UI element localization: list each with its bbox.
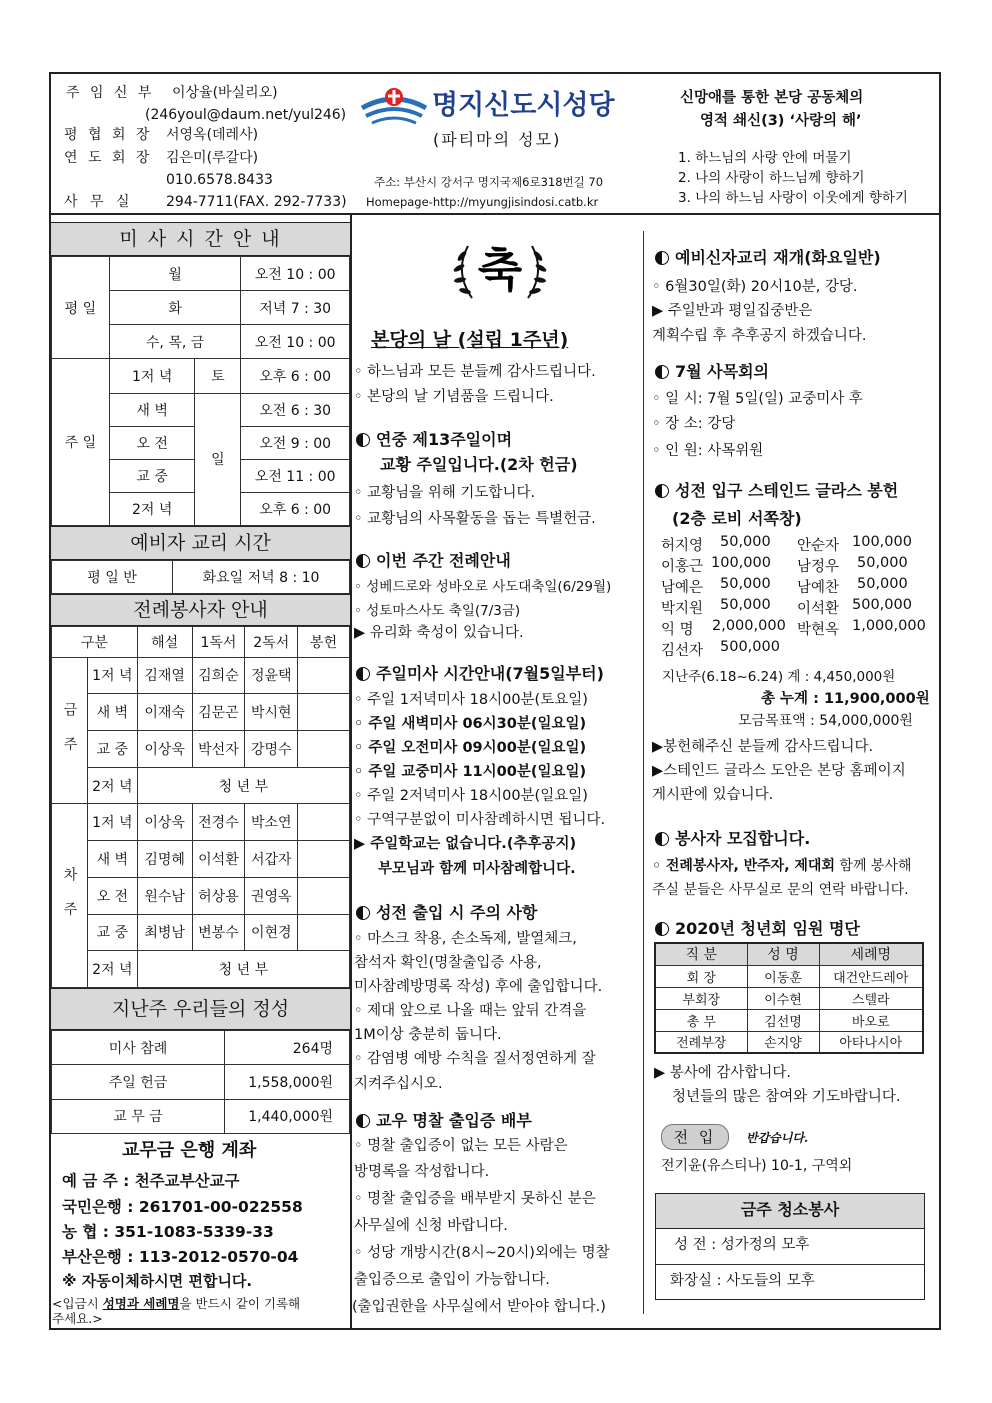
parish-name: 명지신도시성당 — [432, 90, 615, 121]
theme-item-2: 2. 나의 사랑이 하느님께 향하기 — [678, 170, 865, 186]
liturgy-item: ◦ 성토마스사도 축일(7/3금) — [354, 603, 521, 619]
design-note: ▶스테인드 글라스 도안은 본당 홈페이지 — [652, 763, 906, 779]
servers-header: 해설 — [137, 627, 192, 658]
donor-amount: 50,000 — [857, 555, 908, 571]
donor-name: 박현옥 — [797, 622, 840, 638]
name-tag-line: 방명록을 작성합니다. — [354, 1164, 490, 1180]
pastor-label: 주 임 신 부 — [66, 85, 155, 101]
half-circle-icon — [655, 922, 669, 936]
stained-glass-subtitle: (2층 로비 서쪽창) — [672, 509, 802, 528]
homepage — [366, 194, 598, 210]
pope-item: ◦ 교황님을 위해 기도합니다. — [354, 485, 536, 501]
donor-amount: 50,000 — [720, 534, 771, 550]
bank-note-post: 을 반드시 같이 기록해 — [179, 1296, 301, 1311]
parish-patron: (파티마의 성모) — [433, 130, 562, 149]
volunteer-title — [655, 826, 810, 849]
catechumen-table — [51, 560, 350, 594]
donor-name: 김선자 — [661, 643, 704, 659]
half-circle-icon — [356, 554, 370, 568]
name-tag-title — [356, 1108, 532, 1131]
bank-row: 부산은행 : 113-2012-0570-04 — [62, 1248, 299, 1266]
cumulative-total: 총 누계 : 11,900,000원 — [761, 691, 930, 707]
server-youth: 청 년 부 — [137, 951, 349, 988]
mass-times-table — [51, 256, 350, 526]
server-mass: 새 벽 — [87, 694, 137, 731]
server-name — [298, 694, 350, 731]
youth-name: 손지양 — [747, 1031, 819, 1053]
youth-note-2: 청년들의 많은 참여와 기도바랍니다. — [672, 1089, 901, 1105]
youth-baptism: 바오로 — [819, 1009, 923, 1031]
last-week-total: 지난주(6.18~6.24) 계 : 4,450,000원 — [662, 669, 896, 685]
pastor-name: 이상율(바실리오) — [172, 85, 278, 101]
youth-header: 세례명 — [819, 943, 923, 965]
name-tag-line: ◦ 명찰 출입증이 없는 모든 사람은 — [354, 1138, 568, 1154]
entry-caution-title-text: 성전 출입 시 주의 사항 — [376, 903, 538, 922]
youth-role: 부회장 — [655, 987, 747, 1009]
server-name: 허상용 — [192, 877, 245, 914]
bank-note — [52, 1296, 300, 1312]
sunday-13-title-text: 연중 제13주일이며 — [376, 430, 513, 449]
donor-amount: 500,000 — [852, 597, 912, 613]
name-tag-line: ◦ 성당 개방시간(8시~20시)외에는 명찰 — [354, 1245, 610, 1261]
sunday-mass-item: ◦ 주일 새벽미사 06시30분(일요일) — [354, 716, 587, 732]
youth-note: ▶ 봉사에 감사합니다. — [654, 1065, 792, 1081]
volunteer-title-text: 봉사자 모집합니다. — [675, 829, 811, 848]
donor-name: 안순자 — [797, 538, 840, 554]
server-name: 정윤택 — [245, 657, 298, 694]
offering-value: 1,558,000원 — [225, 1065, 350, 1099]
name-tag-title-text: 교우 명찰 출입증 배부 — [376, 1111, 532, 1130]
server-name: 이상욱 — [137, 804, 192, 841]
council-name: 서영옥(데레사) — [166, 127, 259, 143]
youth-officers-title — [655, 916, 860, 939]
donor-amount: 1,000,000 — [852, 618, 926, 634]
pope-item: ◦ 교황님의 사목활동을 돕는 특별헌금. — [354, 511, 596, 527]
cleaning-row: 화장실 : 사도들의 모후 — [670, 1273, 815, 1289]
server-name: 김문곤 — [192, 694, 245, 731]
server-name: 이상욱 — [137, 730, 192, 767]
catechumen-title: 예비자 교리 시간 — [51, 526, 350, 560]
donor-amount: 50,000 — [720, 576, 771, 592]
anniversary-item: ◦ 본당의 날 기념품을 드립니다. — [354, 389, 554, 405]
half-circle-icon — [356, 1114, 370, 1128]
theme-line-1: 신망애를 통한 본당 공동체의 — [680, 90, 864, 106]
sunday-school-note-2: 부모님과 함께 미사참례합니다. — [378, 861, 576, 877]
name-tag-line: 출입증으로 출입이 가능합니다. — [354, 1272, 550, 1288]
celebration-char: 축 — [477, 243, 523, 297]
liturgy-week-title-text: 이번 주간 전례안내 — [376, 551, 511, 570]
entry-caution-line: 지켜주십시오. — [354, 1076, 443, 1092]
donor-amount: 100,000 — [711, 555, 771, 571]
volunteer-line-rest: 함께 봉사해 — [834, 858, 912, 874]
mass-day: 수, 목, 금 — [109, 325, 241, 359]
welcome-script: 반갑습니다. — [746, 1131, 809, 1145]
volunteer-line — [652, 855, 912, 875]
donor-amount: 50,000 — [720, 597, 771, 613]
pope-sunday-title: 교황 주일입니다.(2차 헌금) — [380, 455, 578, 474]
offering-label: 주일 헌금 — [52, 1065, 225, 1099]
server-name: 박시현 — [245, 694, 298, 731]
mass-times-title: 미 사 시 간 안 내 — [51, 222, 350, 256]
federation-label: 연 도 회 장 — [64, 150, 153, 166]
offering-label: 미사 참례 — [52, 1031, 225, 1065]
name-tag-line: (출입권한을 사무실에서 받아야 합니다.) — [352, 1299, 606, 1315]
half-circle-icon — [655, 484, 669, 498]
next-week-label: 차 주 — [52, 804, 88, 988]
half-circle-icon — [356, 667, 370, 681]
theme-item-1: 1. 하느님의 사랑 안에 머물기 — [678, 150, 852, 166]
half-circle-icon — [655, 365, 669, 379]
server-name: 김재열 — [137, 657, 192, 694]
server-name: 박선자 — [192, 730, 245, 767]
catechumen-resume-item: 계획수립 후 추후공지 하겠습니다. — [652, 328, 867, 344]
youth-baptism: 아타나시아 — [819, 1031, 923, 1053]
pastor-email: (246youl@daum.net/yul246) — [145, 107, 347, 123]
office-label: 사 무 실 — [64, 194, 134, 210]
sunday-mass-title — [356, 661, 604, 684]
volunteer-line-2: 주실 분들은 사무실로 문의 연락 바랍니다. — [652, 882, 909, 898]
server-name: 박소연 — [245, 804, 298, 841]
pastoral-meeting-item: ◦ 일 시: 7월 5일(일) 교중미사 후 — [652, 391, 863, 407]
welcome-text: 전기윤(유스티나) 10-1, 구역외 — [661, 1158, 853, 1174]
youth-role: 회 장 — [655, 965, 747, 987]
donor-amount: 2,000,000 — [712, 618, 786, 634]
catechumen-resume-item: ▶ 주일반과 평일집중반은 — [652, 303, 813, 319]
federation-name: 김은미(루갈다) — [166, 150, 259, 166]
server-name: 김희순 — [192, 657, 245, 694]
server-mass: 2저 녁 — [87, 951, 137, 988]
entry-caution-title — [356, 900, 537, 923]
entry-caution-line: 참석자 확인(명찰출입증 사용, — [354, 955, 542, 971]
donor-amount: 500,000 — [720, 639, 780, 655]
anniversary-item: ◦ 하느님과 모든 분들께 감사드립니다. — [354, 364, 596, 380]
entry-caution-line: 미사참례방명록 작성) 후에 출입합니다. — [354, 979, 603, 995]
server-name: 이석환 — [192, 841, 245, 878]
youth-baptism: 스텔라 — [819, 987, 923, 1009]
server-name — [298, 914, 350, 951]
office-phone: 294-7711(FAX. 292-7733) — [166, 194, 347, 210]
donor-name: 이홍근 — [661, 559, 704, 575]
server-mass: 교 중 — [87, 914, 137, 951]
donor-name: 남정우 — [797, 559, 840, 575]
mass-name: 교 중 — [109, 459, 195, 492]
server-name — [298, 730, 350, 767]
mass-day: 화 — [109, 291, 241, 325]
servers-header: 1독서 — [192, 627, 245, 658]
offering-value: 264명 — [225, 1031, 350, 1065]
mass-name: 1저 녁 — [109, 359, 195, 393]
server-name: 이재숙 — [137, 694, 192, 731]
catechumen-time: 화요일 저녁 8 : 10 — [173, 561, 350, 594]
stained-glass-title-text: 성전 입구 스테인드 글라스 봉헌 — [675, 481, 899, 500]
mass-weekday: 일 — [195, 393, 241, 526]
bank-row: 국민은행 : 261701-00-022558 — [62, 1198, 303, 1216]
sunday-mass-item: ◦ 주일 2저녁미사 18시00분(일요일) — [354, 788, 588, 804]
donor-name: 남예은 — [661, 580, 704, 596]
entry-caution-line: ◦ 마스크 착용, 손소독제, 발열체크, — [354, 931, 577, 947]
bank-note-bold: 성명과 세례명 — [102, 1296, 180, 1311]
donation-thanks: ▶봉헌해주신 분들께 감사드립니다. — [652, 739, 874, 755]
sunday-13-title — [356, 427, 512, 450]
servers-header: 봉헌 — [298, 627, 350, 658]
donor-name: 남예찬 — [797, 580, 840, 596]
server-name: 이현경 — [245, 914, 298, 951]
half-circle-icon — [655, 832, 669, 846]
youth-name: 이동훈 — [747, 965, 819, 987]
this-week-label: 금 주 — [52, 657, 88, 804]
homepage-link[interactable]: http://myungjisindosi.catb.kr — [432, 195, 599, 209]
sunday-mass-item: ◦ 주일 교중미사 11시00분(일요일) — [354, 764, 587, 780]
servers-header: 구분 — [52, 627, 138, 658]
mass-time: 오전 9 : 00 — [241, 426, 350, 459]
youth-officers-title-text: 2020년 청년회 임원 명단 — [675, 919, 860, 938]
server-mass: 1저 녁 — [87, 804, 137, 841]
bank-note-pre: <입금시 — [52, 1296, 103, 1311]
header-divider — [50, 213, 940, 215]
server-name: 최병남 — [137, 914, 192, 951]
parish-address: 주소: 부산시 강서구 명지국제6로318번길 70 — [374, 175, 604, 189]
server-name: 변봉수 — [192, 914, 245, 951]
mass-time: 오전 11 : 00 — [241, 459, 350, 492]
catechumen-resume-item: ◦ 6월30일(화) 20시10분, 강당. — [652, 279, 858, 295]
donor-amount: 50,000 — [857, 576, 908, 592]
pastoral-meeting-title — [655, 359, 769, 382]
offering-title: 지난주 우리들의 정성 — [51, 988, 350, 1030]
donor-name: 박지원 — [661, 601, 704, 617]
server-name: 서갑자 — [245, 841, 298, 878]
server-name — [298, 877, 350, 914]
pastoral-meeting-title-text: 7월 사목회의 — [675, 362, 769, 381]
bank-note-line2: 주세요.> — [52, 1311, 103, 1326]
server-name: 권영옥 — [245, 877, 298, 914]
youth-header: 성 명 — [747, 943, 819, 965]
cleaning-box — [655, 1193, 925, 1300]
liturgy-item: ◦ 성베드로와 성바오로 사도대축일(6/29월) — [354, 579, 612, 595]
mass-time: 오전 10 : 00 — [241, 325, 350, 359]
welcome-badge: 전 입 — [661, 1124, 729, 1150]
youth-header: 직 분 — [655, 943, 747, 965]
server-name: 원수남 — [137, 877, 192, 914]
bank-row: 농 협 : 351-1083-5339-33 — [62, 1223, 274, 1241]
offering-label: 교 무 금 — [52, 1099, 225, 1133]
mass-time: 오전 6 : 30 — [241, 393, 350, 426]
council-label: 평 협 회 장 — [64, 127, 153, 143]
server-youth: 청 년 부 — [137, 767, 349, 804]
mass-weekday: 토 — [195, 359, 241, 393]
entry-caution-line: ◦ 제대 앞으로 나올 때는 앞뒤 간격을 — [354, 1003, 587, 1019]
server-mass: 1저 녁 — [87, 657, 137, 694]
homepage-label: Homepage- — [366, 195, 433, 209]
target-amount: 모금목표액 : 54,000,000원 — [738, 713, 913, 729]
mass-time: 오전 10 : 00 — [241, 257, 350, 291]
mass-name: 오 전 — [109, 426, 195, 459]
donor-name: 허지영 — [661, 538, 704, 554]
donor-amount: 100,000 — [852, 534, 912, 550]
server-name: 김명혜 — [137, 841, 192, 878]
sunday-label: 주 일 — [52, 359, 110, 526]
mass-day: 월 — [109, 257, 241, 291]
liturgy-item: ▶ 유리화 축성이 있습니다. — [354, 625, 524, 641]
sunday-mass-item: ◦ 주일 1저녁미사 18시00분(토요일) — [354, 692, 588, 708]
cleaning-title: 금주 청소봉사 — [656, 1194, 924, 1229]
bank-row: 예 금 주 : 천주교부산교구 — [62, 1172, 240, 1190]
servers-title: 전례봉사자 안내 — [51, 594, 350, 626]
server-name: 전경수 — [192, 804, 245, 841]
volunteer-roles: ◦ 전례봉사자, 반주자, 제대회 — [652, 858, 835, 874]
mass-time: 오후 6 : 00 — [241, 492, 350, 525]
weekday-label: 평 일 — [52, 257, 110, 359]
servers-table — [51, 626, 350, 988]
servers-header: 2독서 — [245, 627, 298, 658]
catechumen-label: 평 일 반 — [52, 561, 173, 594]
name-tag-line: 사무실에 신청 바랍니다. — [354, 1218, 508, 1234]
donor-name: 익 명 — [661, 622, 694, 638]
server-name — [298, 841, 350, 878]
mid-column-divider — [643, 231, 644, 1314]
anniversary-title: 본당의 날 (설립 1주년) — [371, 329, 569, 351]
donor-name: 이석환 — [797, 601, 840, 617]
sunday-school-note: ▶ 주일학교는 없습니다.(추후공지) — [354, 836, 577, 852]
youth-name: 이수현 — [747, 987, 819, 1009]
cleaning-row: 성 전 : 성가정의 모후 — [656, 1229, 924, 1265]
sunday-mass-item: ◦ 구역구분없이 미사참례하시면 됩니다. — [354, 812, 606, 828]
youth-role: 총 무 — [655, 1009, 747, 1031]
entry-caution-line: ◦ 감염병 예방 수칙을 질서정연하게 잘 — [354, 1051, 596, 1067]
theme-line-2: 영적 쇄신(3) ‘사랑의 해’ — [700, 113, 862, 129]
mass-time: 저녁 7 : 30 — [241, 291, 350, 325]
server-mass: 2저 녁 — [87, 767, 137, 804]
mass-name: 2저 녁 — [109, 492, 195, 525]
pastoral-meeting-item: ◦ 인 원: 사목위원 — [652, 443, 764, 459]
name-tag-line: ◦ 명찰 출입증을 배부받지 못하신 분은 — [354, 1191, 596, 1207]
half-circle-icon — [655, 251, 669, 265]
federation-phone: 010.6578.8433 — [166, 172, 273, 188]
server-mass: 오 전 — [87, 877, 137, 914]
server-name: 강명수 — [245, 730, 298, 767]
liturgy-week-title — [356, 548, 511, 571]
bank-row: ※ 자동이체하시면 편합니다. — [62, 1272, 253, 1290]
mass-time: 오후 6 : 00 — [241, 359, 350, 393]
celebration-emblem-icon — [448, 232, 552, 306]
left-column-divider — [350, 214, 352, 1329]
youth-officers-table — [654, 942, 924, 1054]
sunday-mass-title-text: 주일미사 시간안내(7월5일부터) — [376, 664, 604, 683]
mass-name: 새 벽 — [109, 393, 195, 426]
server-name — [298, 804, 350, 841]
offering-value: 1,440,000원 — [225, 1099, 350, 1133]
server-mass: 교 중 — [87, 730, 137, 767]
half-circle-icon — [356, 906, 370, 920]
youth-baptism: 대건안드레아 — [819, 965, 923, 987]
stained-glass-title — [655, 478, 898, 501]
sunday-mass-item: ◦ 주일 오전미사 09시00분(일요일) — [354, 740, 587, 756]
server-name — [298, 657, 350, 694]
offering-table — [51, 1030, 350, 1134]
design-note-2: 게시판에 있습니다. — [652, 787, 774, 803]
theme-item-3: 3. 나의 하느님 사랑이 이웃에게 향하기 — [678, 190, 908, 206]
server-mass: 새 벽 — [87, 841, 137, 878]
bank-title: 교무금 은행 계좌 — [122, 1140, 257, 1161]
entry-caution-line: 1M이상 충분히 둡니다. — [354, 1027, 502, 1043]
youth-role: 전례부장 — [655, 1031, 747, 1053]
catechumen-resume-title — [655, 245, 881, 268]
half-circle-icon — [356, 433, 370, 447]
youth-name: 김선명 — [747, 1009, 819, 1031]
parish-logo-icon — [358, 86, 430, 126]
pastoral-meeting-item: ◦ 장 소: 강당 — [652, 416, 736, 432]
catechumen-resume-title-text: 예비신자교리 재개(화요일반) — [675, 248, 881, 267]
